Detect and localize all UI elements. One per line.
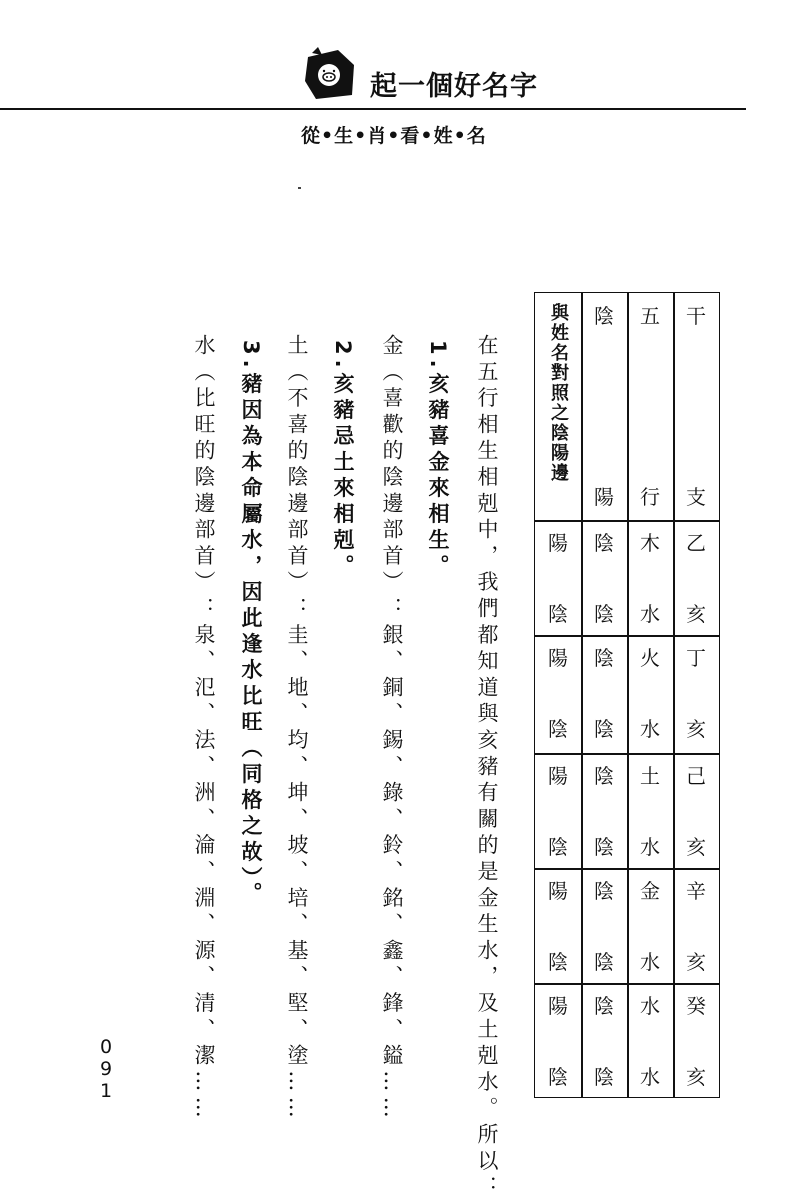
table-cell-wuxing: 水 (640, 602, 660, 626)
point-1-heading: 1.亥豬喜金來相生。 (426, 340, 450, 581)
table-cell-ganzhi: 乙 (686, 531, 706, 555)
table-divider (581, 293, 583, 1097)
table-divider (535, 520, 719, 522)
header-name-match: 與姓名對照之陰陽邊 (548, 303, 569, 483)
table-cell-wuxing: 水 (640, 994, 660, 1018)
intro-paragraph: 在五行相生相剋中，我們都知道與亥豬有關的是金生水，及土剋水。所以： (475, 334, 499, 1202)
table-divider (535, 635, 719, 637)
header-ganzhi-2: 支 (686, 485, 706, 509)
table-cell-ganzhi: 亥 (686, 602, 706, 626)
ganzhi-table (534, 292, 720, 1098)
header-wuxing-2: 行 (640, 485, 660, 509)
table-cell-yinyang: 陰 (594, 994, 614, 1018)
table-cell-yinyang: 陰 (594, 764, 614, 788)
table-cell-yinyang: 陰 (594, 717, 614, 741)
table-cell-ganzhi: 亥 (686, 835, 706, 859)
table-divider (673, 293, 675, 1097)
table-cell-yinyang: 陰 (594, 646, 614, 670)
header-wuxing-1: 五 (640, 304, 660, 328)
table-divider (627, 293, 629, 1097)
point-3-text: 水（比旺的陰邊部首）：泉、氾、法、洲、淪、淵、源、清、潔…… (192, 334, 216, 1123)
book-title: 起一個好名字 (370, 71, 538, 102)
header-yinyang-2: 陽 (594, 485, 614, 509)
table-cell-yinyang: 陰 (594, 879, 614, 903)
header-yinyang-1: 陰 (594, 304, 614, 328)
table-cell-ganzhi: 丁 (686, 646, 706, 670)
point-2-heading: 2.亥豬忌土來相剋。 (331, 340, 355, 581)
table-cell-wuxing: 土 (640, 764, 660, 788)
point-3-heading: 3.豬因為本命屬水，因此逢水比旺（同格之故）。 (239, 340, 263, 909)
table-cell-ganzhi: 亥 (686, 950, 706, 974)
table-cell-wuxing: 水 (640, 1065, 660, 1089)
table-cell-ganzhi: 辛 (686, 879, 706, 903)
table-cell-yinyang: 陰 (594, 531, 614, 555)
table-cell-ganzhi: 癸 (686, 994, 706, 1018)
table-cell-name_match: 陽 (548, 531, 568, 555)
table-cell-name_match: 陰 (548, 602, 568, 626)
table-cell-yinyang: 陰 (594, 950, 614, 974)
table-cell-name_match: 陰 (548, 717, 568, 741)
table-cell-name_match: 陽 (548, 879, 568, 903)
table-cell-wuxing: 金 (640, 879, 660, 903)
table-cell-yinyang: 陰 (594, 1065, 614, 1089)
table-cell-name_match: 陰 (548, 1065, 568, 1089)
table-cell-name_match: 陽 (548, 764, 568, 788)
table-cell-wuxing: 火 (640, 646, 660, 670)
table-cell-yinyang: 陰 (594, 602, 614, 626)
table-divider (535, 983, 719, 985)
table-cell-wuxing: 水 (640, 835, 660, 859)
table-divider (535, 868, 719, 870)
table-cell-yinyang: 陰 (594, 835, 614, 859)
book-subtitle: 從•生•肖•看•姓•名 (301, 125, 487, 147)
table-divider (535, 753, 719, 755)
table-cell-ganzhi: 亥 (686, 717, 706, 741)
table-cell-ganzhi: 亥 (686, 1065, 706, 1089)
table-cell-name_match: 陰 (548, 835, 568, 859)
table-cell-wuxing: 水 (640, 950, 660, 974)
table-cell-ganzhi: 己 (686, 764, 706, 788)
table-cell-name_match: 陽 (548, 646, 568, 670)
print-speck (298, 187, 301, 189)
pig-logo-icon (302, 47, 358, 101)
page-number: 091 (99, 1036, 113, 1102)
point-1-text: 金（喜歡的陰邊部首）：銀、銅、錫、錄、鈴、銘、鑫、鋒、鎰…… (380, 334, 404, 1123)
table-cell-name_match: 陰 (548, 950, 568, 974)
point-2-text: 土（不喜的陰邊部首）：圭、地、均、坤、坡、培、基、堅、塗…… (285, 334, 309, 1123)
header-divider (0, 108, 746, 110)
header-ganzhi-1: 干 (686, 304, 706, 328)
table-cell-wuxing: 木 (640, 531, 660, 555)
table-cell-name_match: 陽 (548, 994, 568, 1018)
table-cell-wuxing: 水 (640, 717, 660, 741)
